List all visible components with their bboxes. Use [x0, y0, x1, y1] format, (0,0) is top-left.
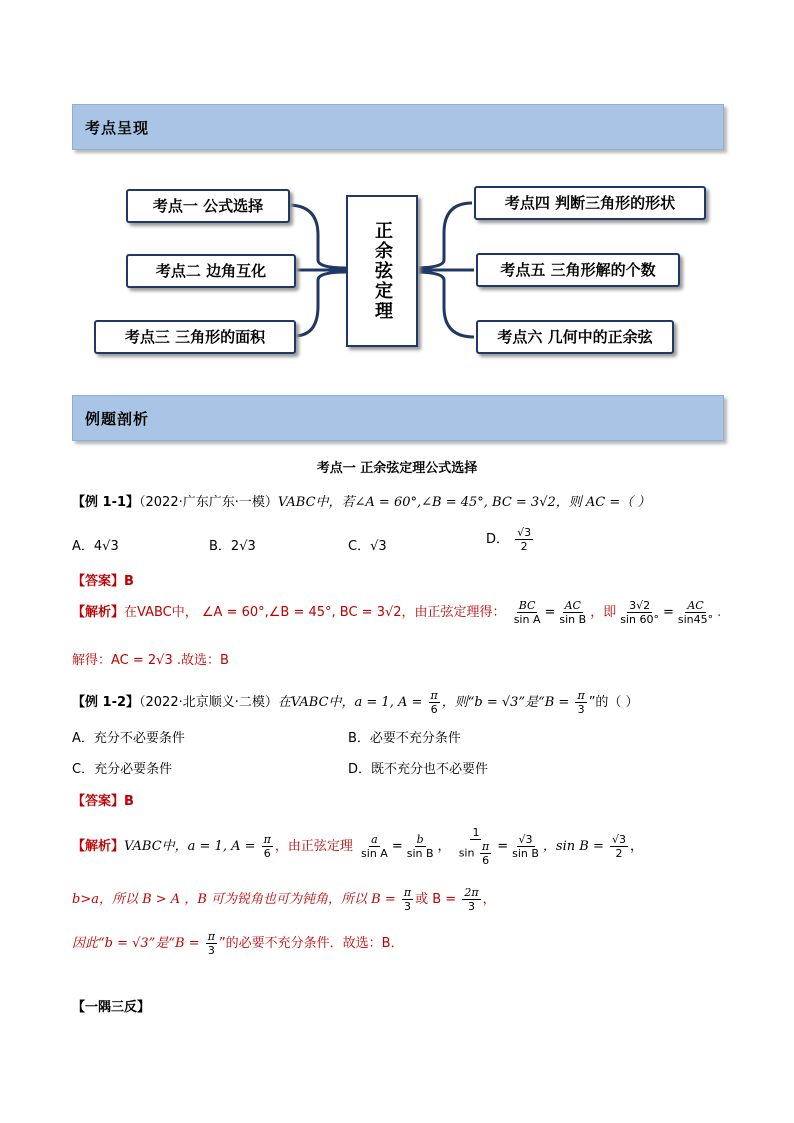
banner-title: 考点呈现 [85, 119, 150, 137]
connector-right-1 [414, 203, 472, 268]
analysis-1-1: 【解析】在VABC中， ∠A = 60°,∠B = 45°, BC = 3√2，由正弦定理得： $\frac{BC}{\text{sin A}}$ = $\frac{AC}{\text{sin B}}$ ，即 $\frac{3√2}{\sin 60^\circ}$ = $\frac{AC}{\sin 45^\circ}$ . [72, 599, 722, 626]
answer-1-2: 【答案】B [72, 794, 134, 809]
connector-left-1 [288, 205, 346, 268]
option-b: B．2√3 [209, 539, 256, 554]
mindmap-node-kaodian5: 考点五 三角形解的个数 [476, 253, 680, 287]
option-a: A．充分不必要条件 [72, 731, 185, 746]
option-d: D． $\frac{√3}{2}$ [486, 526, 532, 553]
banner-title: 例题剖析 [85, 410, 150, 428]
mindmap-node-kaodian2: 考点二 边角互化 [126, 254, 296, 288]
analysis-1-2-line2: b>a，所以 B > A ，B 可为锐角也可为钝角，所以 B = $\frac{\pi}{3}$ 或 B = $\frac{2\pi}{3}$ ， [72, 886, 496, 913]
connector-left-3 [294, 272, 346, 336]
solve-1-1: 解得：AC = 2√3 .故选：B [72, 653, 229, 668]
answer-1-1: 【答案】B [72, 574, 134, 589]
option-d: D．既不充分也不必要件 [348, 762, 489, 777]
mindmap-center [346, 195, 418, 347]
mindmap-node-kaodian3: 考点三 三角形的面积 [94, 320, 296, 354]
connector-right-3 [414, 272, 474, 337]
footer-tag: 【一隅三反】 [72, 1000, 151, 1015]
option-a: A．4√3 [72, 539, 119, 554]
section-banner-liti [72, 395, 724, 441]
option-c: C．充分必要条件 [72, 762, 173, 777]
example-1-2-stem: 【例 1-2】（2022·北京顺义·二模）在VABC中，a = 1, A = $\frac{\pi}{6}$ ，则“b = √3”是“B = $\frac{\pi}{3}$ ”的（ ） [72, 689, 639, 716]
mindmap-node-kaodian4: 考点四 判断三角形的形状 [474, 186, 706, 220]
mindmap-node-kaodian6: 考点六 几何中的正余弦 [476, 320, 674, 354]
mindmap-node-kaodian1: 考点一 公式选择 [126, 189, 290, 223]
mindmap-center-label: 正余弦定理 [372, 221, 393, 321]
section-title: 考点一 正余弦定理公式选择 [316, 461, 478, 476]
option-b: B．必要不充分条件 [348, 731, 461, 746]
analysis-1-2-line3: 因此“b = √3”是“B = $\frac{\pi}{3}$ ”的必要不充分条件．故选：B． [72, 930, 404, 957]
option-c: C．√3 [348, 539, 387, 554]
example-1-1-stem: 【例 1-1】（2022·广东广东·一模）VABC中，若∠A = 60°,∠B = 45°, BC = 3√2，则 AC =（ ） [72, 495, 651, 510]
analysis-1-2: 【解析】VABC中，a = 1, A = $\frac{\pi}{6}$ ，由正弦定理 $\frac{a}{\text{sin A}}$ = $\frac{b}{\text{sin B}}$ ， 1 sin $\frac{\pi}{6}$ = $\frac{√3}{\text{sin B}}$ ，sin B = $\frac{√3}{2}$ ， [72, 826, 644, 867]
